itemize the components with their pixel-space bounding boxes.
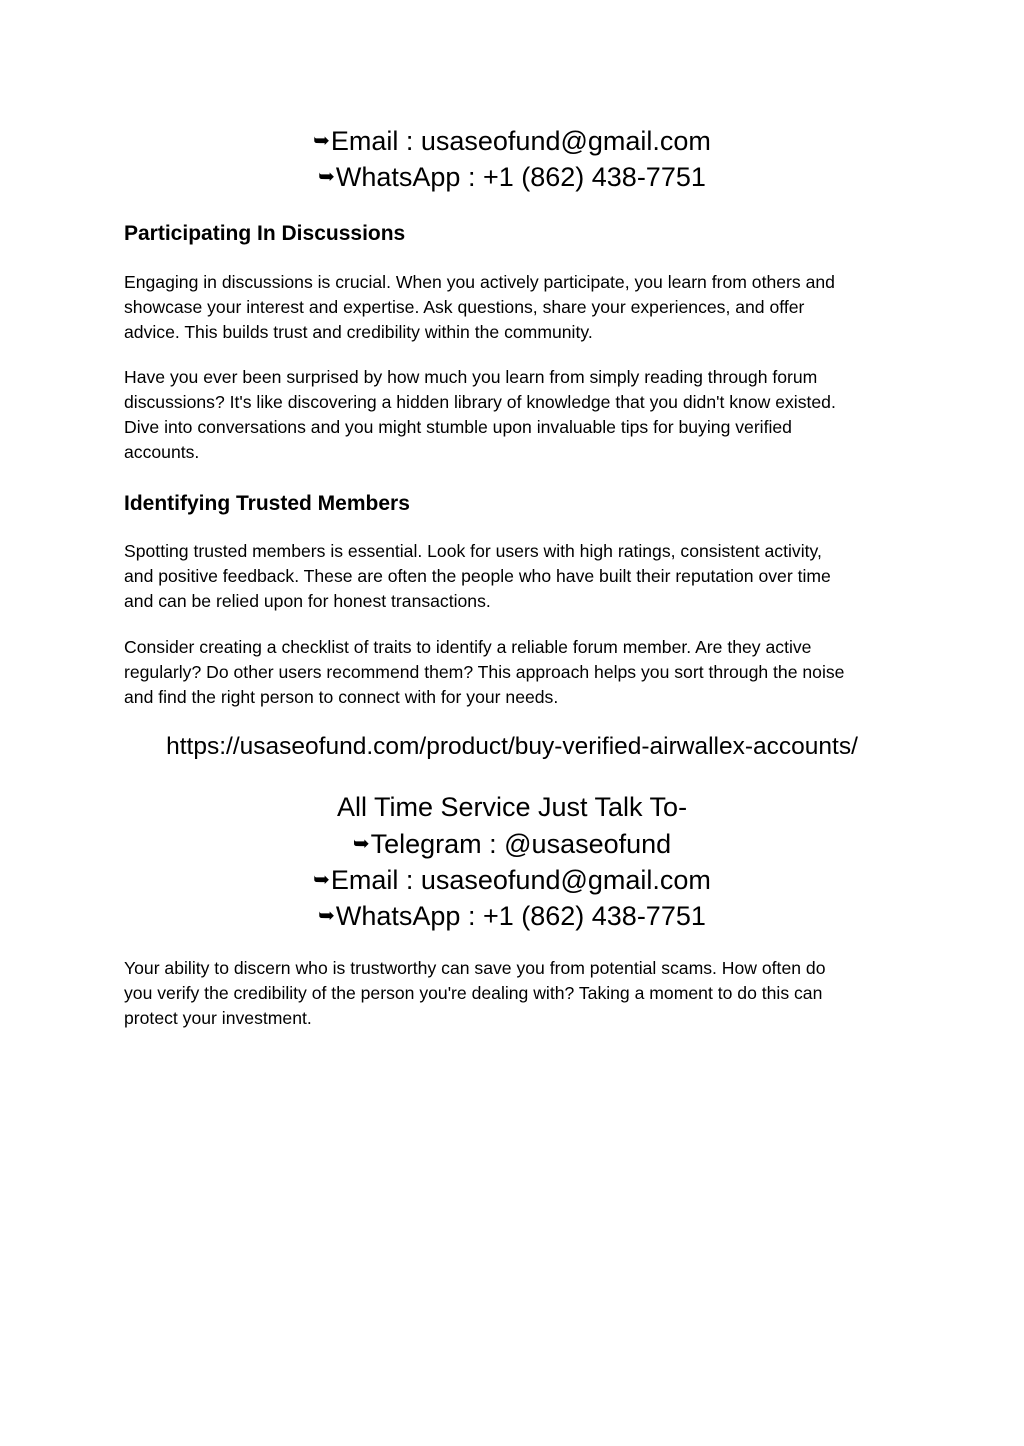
section-heading-trusted-members: Identifying Trusted Members bbox=[124, 492, 410, 515]
contact-block-title: All Time Service Just Talk To- bbox=[336, 792, 688, 822]
arrow-icon: ➥ bbox=[318, 903, 335, 927]
contact-whatsapp-text: WhatsApp : +1 (862) 438-7751 bbox=[335, 162, 706, 192]
contact-telegram-text: Telegram : @usaseofund bbox=[370, 829, 672, 859]
section-heading-participating: Participating In Discussions bbox=[124, 222, 406, 245]
arrow-icon: ➥ bbox=[313, 867, 330, 891]
paragraph-spotting: Spotting trusted members is essential. Look for users with high ratings, consistent activity, and positive feedback. These are often the people who have built their reputation over time and can be relied upon for honest transactions. bbox=[124, 541, 831, 611]
paragraph-checklist: Consider creating a checklist of traits to identify a reliable forum member. Are they active regularly? Do other users recommend them? This approach helps you sort through the noise and find the right person to connect with for your needs. bbox=[124, 637, 845, 707]
product-link[interactable]: https://usaseofund.com/product/buy-verified-airwallex-accounts/ bbox=[166, 733, 858, 760]
paragraph-engaging: Engaging in discussions is crucial. When you actively participate, you learn from others and showcase your interest and expertise. Ask questions, share your experiences, and offer advice. This builds trust and credibility within the community. bbox=[124, 272, 835, 342]
contact-telegram-line bbox=[0, 825, 1024, 862]
contact-email-line bbox=[0, 861, 1024, 898]
arrow-icon: ➥ bbox=[318, 164, 335, 188]
contact-email-text: Email : usaseofund@gmail.com bbox=[330, 126, 711, 156]
arrow-icon: ➥ bbox=[313, 128, 330, 152]
paragraph-closing: Your ability to discern who is trustworthy can save you from potential scams. How often do you verify the credibility of the person you're dealing with? Taking a moment to do this can protect your investment. bbox=[124, 958, 826, 1028]
contact-whatsapp-line-top bbox=[0, 158, 1024, 195]
contact-whatsapp-text: WhatsApp : +1 (862) 438-7751 bbox=[335, 901, 706, 931]
contact-email-line-top bbox=[0, 122, 1024, 159]
contact-email-text: Email : usaseofund@gmail.com bbox=[330, 865, 711, 895]
contact-whatsapp-line bbox=[0, 897, 1024, 934]
arrow-icon: ➥ bbox=[352, 831, 370, 855]
paragraph-surprised: Have you ever been surprised by how much you learn from simply reading through forum discussions? It's like discovering a hidden library of knowledge that you didn't know existed. Dive into conversations and you might stumble upon invaluable tips for buying verified accounts. bbox=[124, 367, 836, 462]
